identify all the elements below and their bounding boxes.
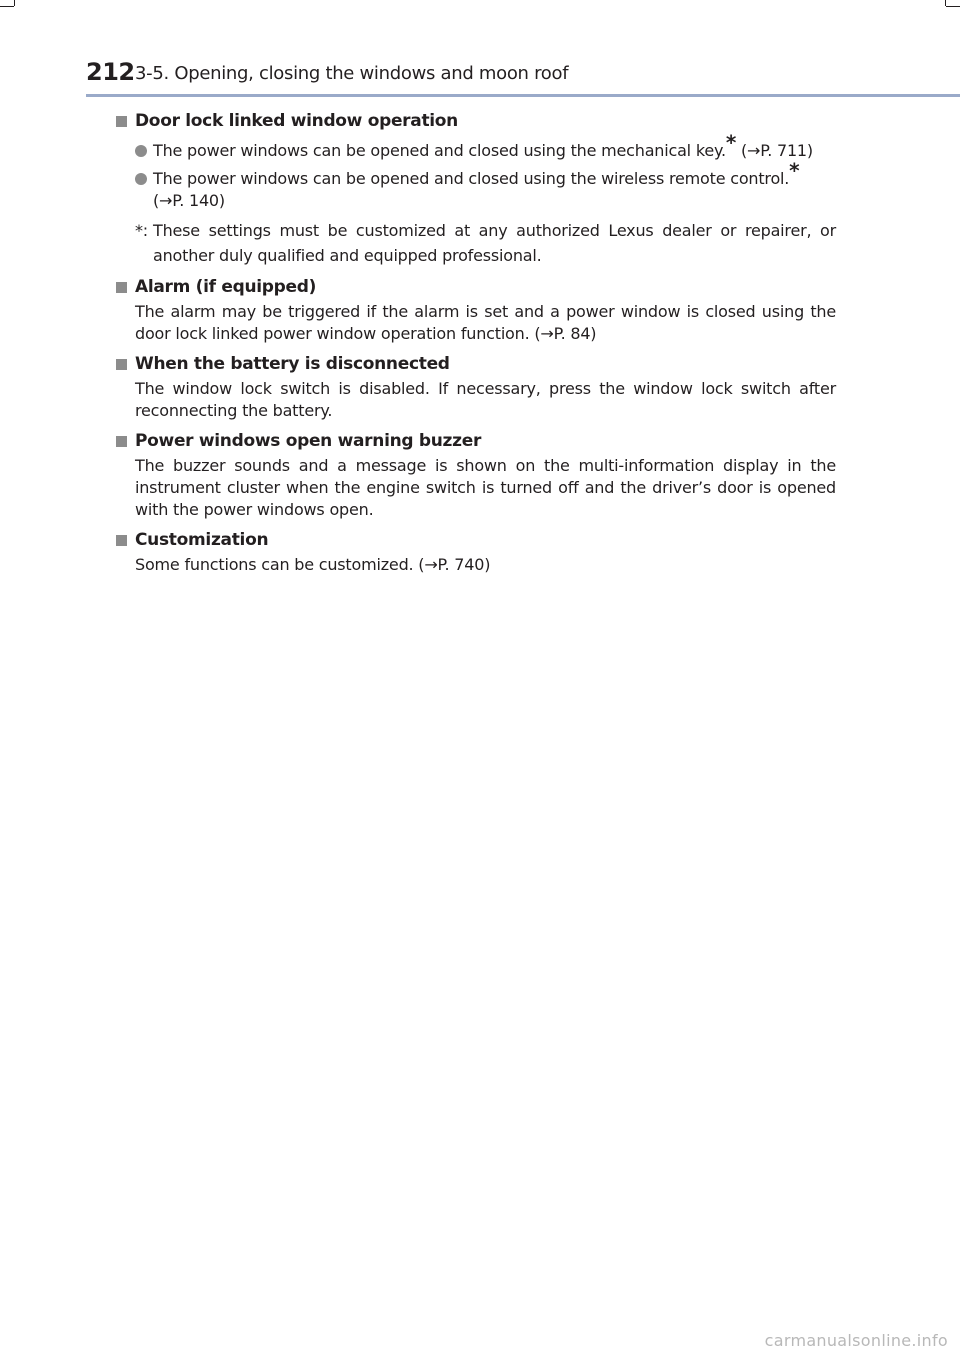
- section-body: The buzzer sounds and a message is shown on the multi-information display in the instrument cluster when the engine switch is turned off and the driver’s door is opened with the power windows open.: [135, 456, 836, 519]
- section-title: 3-5. Opening, closing the windows and moon roof: [135, 63, 569, 84]
- section-body: Some functions can be customized. (→P. 740): [135, 555, 491, 574]
- page-reference[interactable]: (→P. 140): [153, 191, 225, 210]
- section-heading: Power windows open warning buzzer: [116, 428, 836, 454]
- section-door-lock-linked: [116, 108, 836, 268]
- asterisk-mark: *: [725, 130, 737, 155]
- square-bullet-icon: [116, 282, 127, 293]
- section-battery-disconnected: [116, 351, 836, 422]
- square-bullet-icon: [116, 116, 127, 127]
- footnote-mark: *:: [135, 221, 148, 240]
- footnote-text: These settings must be customized at any authorized Lexus dealer or repairer, or another duly qualified and equipped professional.: [153, 221, 836, 265]
- section-body: The window lock switch is disabled. If necessary, press the window lock switch after reconnecting the battery.: [135, 379, 836, 420]
- square-bullet-icon: [116, 436, 127, 447]
- page-number: 212: [86, 58, 135, 86]
- section-alarm: [116, 274, 836, 345]
- section-heading: Door lock linked window operation: [116, 108, 836, 134]
- circle-bullet-icon: [135, 173, 147, 185]
- asterisk-mark: *: [789, 158, 800, 183]
- circle-bullet-icon: [135, 145, 147, 157]
- section-customization: [116, 527, 836, 576]
- section-body: The alarm may be triggered if the alarm is set and a power window is closed using the door lock linked power window operation function. (→P. 84): [135, 302, 836, 343]
- section-warning-buzzer: [116, 428, 836, 521]
- section-heading: Alarm (if equipped): [116, 274, 836, 300]
- watermark: carmanualsonline.info: [764, 1331, 948, 1350]
- square-bullet-icon: [116, 535, 127, 546]
- section-heading: Customization: [116, 527, 836, 553]
- page-header: [0, 0, 960, 100]
- section-heading: When the battery is disconnected: [116, 351, 836, 377]
- list-item: The power windows can be opened and closed using the mechanical key.* (→P. 711): [135, 140, 836, 162]
- page-content: [116, 108, 836, 582]
- footnote: [135, 218, 836, 268]
- list-item: The power windows can be opened and closed using the wireless remote control.* (→P. 140): [135, 168, 836, 212]
- header-rule: [86, 94, 960, 97]
- square-bullet-icon: [116, 359, 127, 370]
- page-reference[interactable]: (→P. 711): [736, 141, 813, 160]
